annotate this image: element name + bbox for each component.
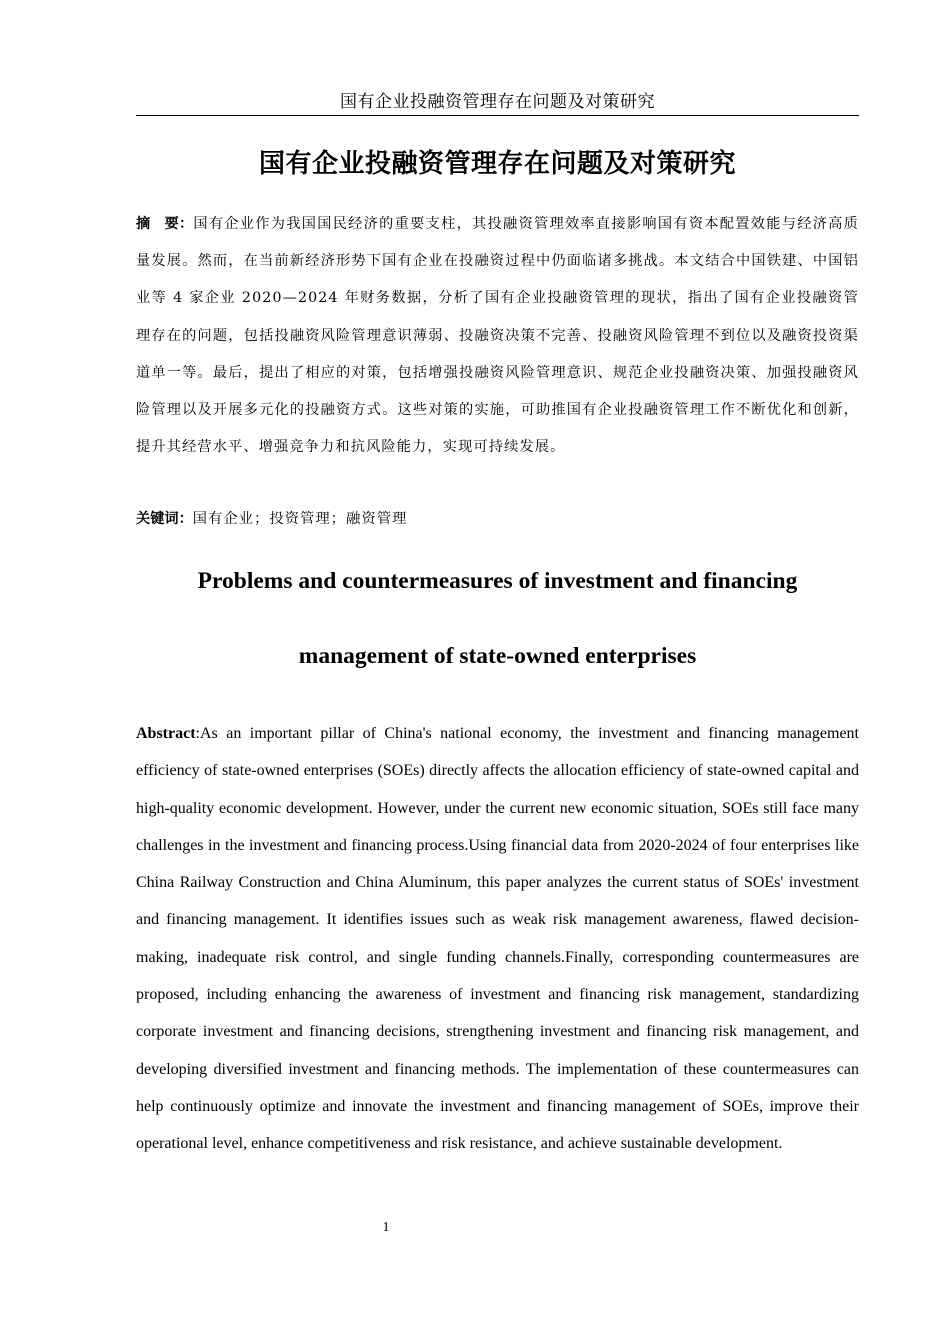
running-header-title: 国有企业投融资管理存在问题及对策研究 (340, 92, 655, 112)
chinese-title: 国有企业投融资管理存在问题及对策研究 (258, 149, 736, 179)
running-header (136, 90, 859, 116)
english-abstract-label: Abstract (136, 725, 196, 742)
chinese-abstract-text: 国有企业作为我国国民经济的重要支柱，其投融资管理效率直接影响国有资本配置效能与经济高质量发展。然而，在当前新经济形势下国有企业在投融资过程中仍面临诸多挑战。本文结合中国铁建、中国铝业等 4 家企业 2020—2024 年财务数据，分析了国有企业投融资管理的现状，指出了国有企业投融资管理存在的问题，包括投融资风险管理意识薄弱、投融资决策不完善、投融资风险管理不到位以及融资投资渠道单一等。最后，提出了相应的对策，包括增强投融资风险管理意识、规范企业投融资决策、加强投融资风险管理以及开展多元化的投融资方式。这些对策的实施，可助推国有企业投融资管理工作不断优化和创新，提升其经营水平、增强竞争力和抗风险能力，实现可持续发展。 (136, 216, 859, 456)
english-abstract (136, 715, 859, 1163)
chinese-abstract-label: 摘 要： (136, 216, 194, 232)
english-title-line-1: Problems and countermeasures of investment and financing (197, 568, 798, 594)
chinese-keywords-text: 国有企业；投资管理；融资管理 (192, 511, 408, 527)
chinese-keywords (136, 504, 859, 534)
english-abstract-text: :As an important pillar of China's national economy, the investment and financing management efficiency of state-owned enterprises (SOEs) directly affects the allocation efficiency of state-owned capital and high-quality economic development. However, under the current new economic situation, SOEs still face many challenges in the investment and financing process.Using financial data from 2020-2024 of four enterprises like China Railway Construction and China Aluminum, this paper analyzes the current status of SOEs' investment and financing management. It identifies issues such as weak risk management awareness, flawed decision-making, inadequate risk control, and single funding channels.Finally, corresponding countermeasures are proposed, including enhancing the awareness of investment and financing risk management, standardizing corporate investment and financing decisions, strengthening investment and financing risk management, and developing diversified investment and financing methods. The implementation of these countermeasures can help continuously optimize and innovate the investment and financing management of SOEs, improve their operational level, enhance competitiveness and risk resistance, and achieve sustainable development. (136, 725, 859, 1153)
chinese-keywords-label: 关键词： (136, 511, 193, 527)
chinese-abstract (136, 206, 859, 466)
english-title-line-2: management of state-owned enterprises (298, 643, 697, 669)
english-title (136, 562, 859, 675)
page-number: 1 (382, 1220, 390, 1235)
